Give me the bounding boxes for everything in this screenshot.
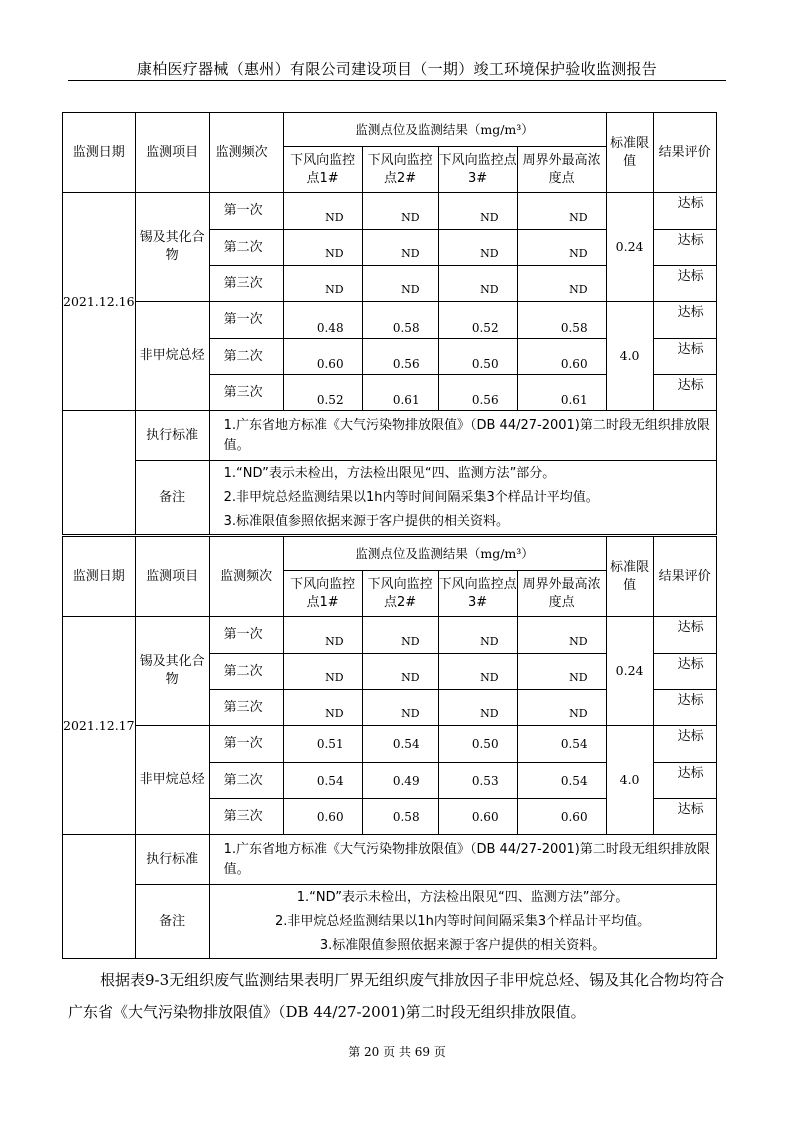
value-cell: 0.60	[517, 339, 606, 375]
value-cell: 0.58	[517, 302, 606, 339]
value-cell: ND	[362, 690, 438, 726]
standard-label: 执行标准	[135, 835, 209, 885]
standard-text: 1.广东省地方标准《大气污染物排放限值》（DB 44/27-2001)第二时段无组织排放限值。	[209, 835, 716, 885]
value-cell: ND	[517, 266, 606, 302]
value-cell: 0.52	[283, 375, 362, 411]
value-cell: 0.49	[362, 763, 438, 799]
header-point-1: 下风向监控 点1#	[283, 147, 362, 193]
notes-cell	[209, 461, 716, 535]
value-cell: 0.52	[438, 302, 517, 339]
header-point-2: 下风向监控 点2#	[362, 571, 438, 617]
result-cell: 达标	[653, 763, 716, 799]
value-cell: 0.61	[362, 375, 438, 411]
result-cell: 达标	[653, 302, 716, 339]
header-freq: 监测频次	[209, 537, 283, 617]
freq-cell: 第一次	[209, 617, 283, 654]
note-line: 1.“ND”表示未检出，方法检出限见“四、监测方法”部分。	[223, 465, 556, 481]
value-cell: 0.60	[283, 339, 362, 375]
page-number: 第 20 页 共 69 页	[348, 1045, 446, 1059]
limit-cell: 0.24	[606, 193, 653, 302]
item-name: 锡及其化合物	[135, 193, 209, 302]
value-cell: ND	[283, 654, 362, 690]
value-cell: ND	[517, 230, 606, 266]
notes-label: 备注	[135, 885, 209, 959]
freq-cell: 第三次	[209, 375, 283, 411]
value-cell: ND	[438, 230, 517, 266]
value-cell: 0.61	[517, 375, 606, 411]
header-date: 监测日期	[63, 537, 136, 617]
header-point-4: 周界外最高浓度点	[517, 571, 606, 617]
conclusion-paragraph: 根据表9-3无组织废气监测结果表明厂界无组织废气排放因子非甲烷总烃、锡及其化合物均符合广东省《大气污染物排放限值》（DB 44/27-2001)第二时段无组织排放限值。	[68, 971, 725, 1021]
header-item: 监测项目	[135, 113, 209, 193]
header-date: 监测日期	[63, 113, 136, 193]
value-cell: ND	[517, 690, 606, 726]
value-cell: 0.54	[362, 726, 438, 763]
value-cell: ND	[362, 193, 438, 230]
header-point-3: 下风向监控点3#	[438, 571, 517, 617]
value-cell: ND	[283, 617, 362, 654]
value-cell: 0.51	[283, 726, 362, 763]
value-cell: 0.56	[362, 339, 438, 375]
freq-cell: 第一次	[209, 726, 283, 763]
value-cell: ND	[438, 617, 517, 654]
header-points-title: 监测点位及监测结果（mg/m³）	[283, 113, 606, 147]
item-name: 锡及其化合物	[135, 617, 209, 726]
value-cell: 0.54	[517, 726, 606, 763]
value-cell: ND	[438, 193, 517, 230]
freq-cell: 第一次	[209, 193, 283, 230]
limit-cell: 4.0	[606, 726, 653, 835]
header-result: 结果评价	[653, 113, 716, 193]
value-cell: 0.58	[362, 799, 438, 835]
value-cell: 0.48	[283, 302, 362, 339]
value-cell: 0.60	[517, 799, 606, 835]
value-cell: 0.54	[517, 763, 606, 799]
monitoring-date: 2021.12.17	[63, 617, 136, 835]
header-result: 结果评价	[653, 537, 716, 617]
result-cell: 达标	[653, 654, 716, 690]
value-cell: ND	[283, 266, 362, 302]
freq-cell: 第一次	[209, 302, 283, 339]
note-line: 3.标准限值参照依据来源于客户提供的相关资料。	[223, 513, 509, 529]
result-cell: 达标	[653, 799, 716, 835]
header-point-4: 周界外最高浓度点	[517, 147, 606, 193]
header-point-1: 下风向监控 点1#	[283, 571, 362, 617]
result-cell: 达标	[653, 193, 716, 230]
result-cell: 达标	[653, 617, 716, 654]
note-line: 3.标准限值参照依据来源于客户提供的相关资料。	[319, 937, 606, 953]
value-cell: ND	[362, 266, 438, 302]
report-header-title: 康柏医疗器械（惠州）有限公司建设项目（一期）竣工环境保护验收监测报告	[136, 60, 658, 78]
result-cell: 达标	[653, 690, 716, 726]
value-cell: ND	[517, 617, 606, 654]
value-cell: 0.53	[438, 763, 517, 799]
result-cell: 达标	[653, 375, 716, 411]
header-point-3: 下风向监控点3#	[438, 147, 517, 193]
freq-cell: 第二次	[209, 763, 283, 799]
value-cell: 0.54	[283, 763, 362, 799]
value-cell: ND	[517, 193, 606, 230]
notes-cell	[209, 885, 716, 959]
value-cell: ND	[517, 654, 606, 690]
header-std: 标准限值	[606, 113, 653, 193]
standard-label: 执行标准	[135, 411, 209, 461]
value-cell: 0.50	[438, 339, 517, 375]
result-cell: 达标	[653, 266, 716, 302]
note-line: 2.非甲烷总烃监测结果以1h内等时间间隔采集3个样品计平均值。	[223, 489, 599, 505]
value-cell: ND	[362, 617, 438, 654]
value-cell: 0.58	[362, 302, 438, 339]
freq-cell: 第三次	[209, 266, 283, 302]
value-cell: ND	[438, 690, 517, 726]
header-point-2: 下风向监控 点2#	[362, 147, 438, 193]
freq-cell: 第二次	[209, 654, 283, 690]
value-cell: ND	[283, 193, 362, 230]
limit-cell: 0.24	[606, 617, 653, 726]
standard-text: 1.广东省地方标准《大气污染物排放限值》（DB 44/27-2001)第二时段无组织排放限值。	[209, 411, 716, 461]
header-divider	[68, 80, 726, 81]
header-item: 监测项目	[135, 537, 209, 617]
monitoring-table-2	[62, 536, 717, 959]
monitoring-date: 2021.12.16	[63, 193, 136, 411]
freq-cell: 第二次	[209, 339, 283, 375]
value-cell: ND	[438, 266, 517, 302]
freq-cell: 第二次	[209, 230, 283, 266]
item-name: 非甲烷总烃	[135, 302, 209, 411]
result-cell: 达标	[653, 726, 716, 763]
notes-label: 备注	[135, 461, 209, 535]
value-cell: 0.56	[438, 375, 517, 411]
header-freq: 监测频次	[209, 113, 283, 193]
value-cell: ND	[362, 230, 438, 266]
freq-cell: 第三次	[209, 690, 283, 726]
value-cell: 0.60	[438, 799, 517, 835]
result-cell: 达标	[653, 339, 716, 375]
limit-cell: 4.0	[606, 302, 653, 411]
header-points-title: 监测点位及监测结果（mg/m³）	[283, 537, 606, 571]
value-cell: 0.60	[283, 799, 362, 835]
value-cell: 0.50	[438, 726, 517, 763]
value-cell: ND	[283, 230, 362, 266]
freq-cell: 第三次	[209, 799, 283, 835]
header-std: 标准限值	[606, 537, 653, 617]
note-line: 2.非甲烷总烃监测结果以1h内等时间间隔采集3个样品计平均值。	[274, 913, 651, 929]
result-cell: 达标	[653, 230, 716, 266]
item-name: 非甲烷总烃	[135, 726, 209, 835]
value-cell: ND	[438, 654, 517, 690]
note-line: 1.“ND”表示未检出，方法检出限见“四、监测方法”部分。	[296, 889, 629, 905]
monitoring-table-1	[62, 112, 717, 535]
value-cell: ND	[283, 690, 362, 726]
value-cell: ND	[362, 654, 438, 690]
